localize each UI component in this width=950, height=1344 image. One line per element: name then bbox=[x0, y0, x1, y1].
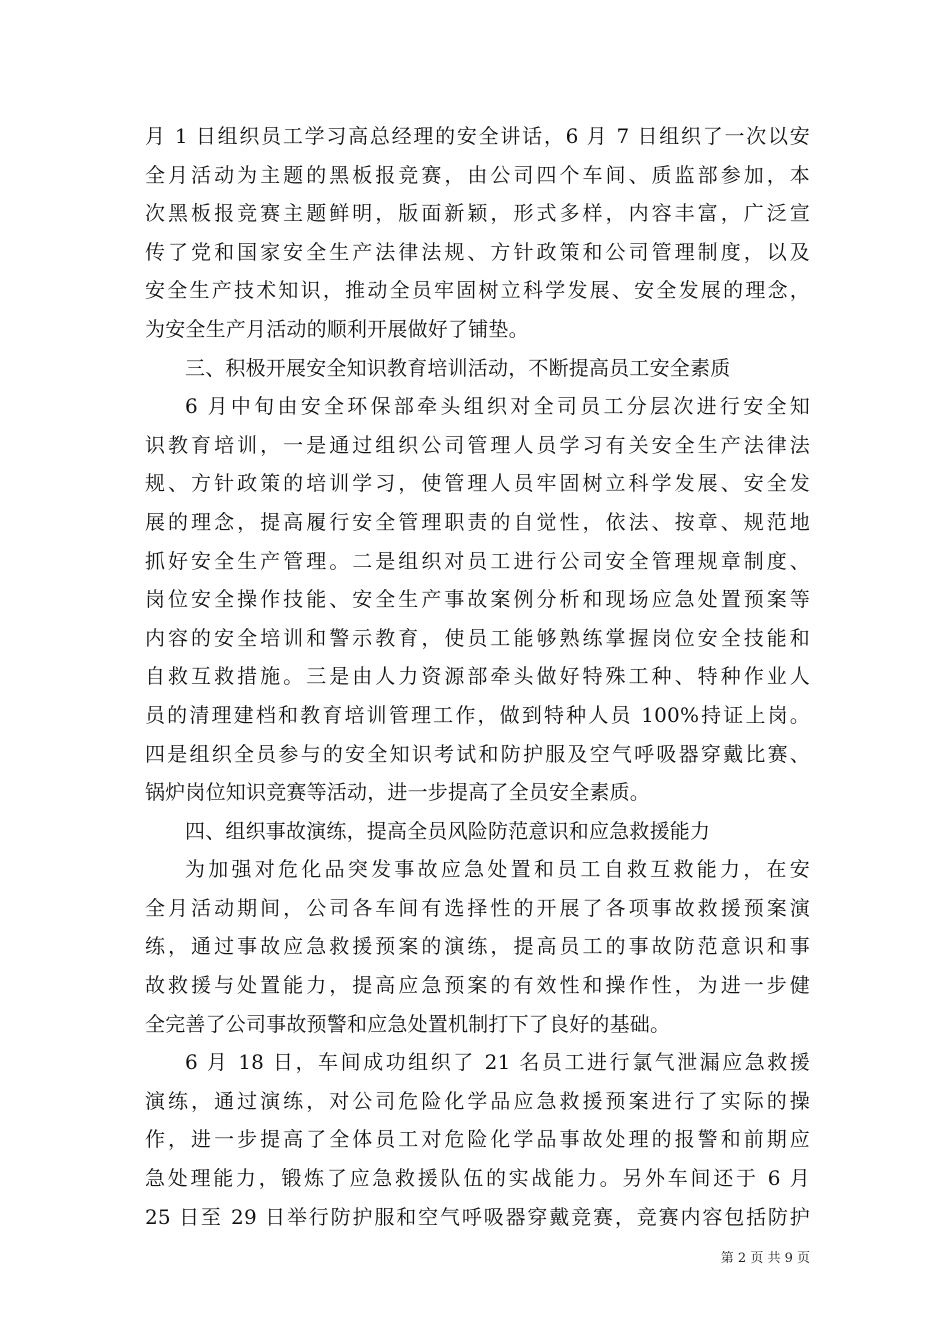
text-line: 岗位安全操作技能、安全生产事故案例分析和现场应急处置预案等 bbox=[145, 587, 810, 612]
text-line: 安全生产技术知识，推动全员牢固树立科学发展、安全发展的理念， bbox=[145, 278, 810, 303]
text-line: 故救援与处置能力，提高应急预案的有效性和操作性，为进一步健 bbox=[145, 973, 810, 998]
text-line: 为安全生产月活动的顺利开展做好了铺垫。 bbox=[145, 316, 529, 341]
document-body bbox=[145, 117, 810, 1236]
text-line: 识教育培训，一是通过组织公司管理人员学习有关安全生产法律法 bbox=[145, 432, 810, 457]
text-line: 展的理念，提高履行安全管理职责的自觉性，依法、按章、规范地 bbox=[145, 509, 810, 534]
text-line: 为加强对危化品突发事故应急处置和员工自救互救能力，在安 bbox=[185, 857, 810, 882]
text-line: 练，通过事故应急救援预案的演练，提高员工的事故防范意识和事 bbox=[145, 934, 810, 959]
text-line: 6 月中旬由安全环保部牵头组织对全司员工分层次进行安全知 bbox=[185, 394, 810, 419]
text-line: 员的清理建档和教育培训管理工作，做到特种人员 100%持证上岗。 bbox=[145, 702, 810, 727]
text-line: 作，进一步提高了全体员工对危险化学品事故处理的报警和前期应 bbox=[145, 1127, 810, 1152]
text-line: 抓好安全生产管理。二是组织对员工进行公司安全管理规章制度、 bbox=[145, 548, 810, 573]
text-line: 三、积极开展安全知识教育培训活动，不断提高员工安全素质 bbox=[185, 355, 731, 380]
text-line: 传了党和国家安全生产法律法规、方针政策和公司管理制度，以及 bbox=[145, 239, 810, 264]
text-line: 锅炉岗位知识竞赛等活动，进一步提高了全员安全素质。 bbox=[145, 780, 650, 805]
text-line: 演练，通过演练，对公司危险化学品应急救援预案进行了实际的操 bbox=[145, 1088, 810, 1113]
text-line: 25 日至 29 日举行防护服和空气呼吸器穿戴竞赛，竞赛内容包括防护 bbox=[145, 1204, 810, 1229]
text-line: 全月活动为主题的黑板报竞赛，由公司四个车间、质监部参加，本 bbox=[145, 162, 810, 187]
text-line: 自救互救措施。三是由人力资源部牵头做好特殊工种、特种作业人 bbox=[145, 664, 810, 689]
text-line: 月 1 日组织员工学习高总经理的安全讲话，6 月 7 日组织了一次以安 bbox=[145, 124, 810, 148]
text-line: 四是组织全员参与的安全知识考试和防护服及空气呼吸器穿戴比赛、 bbox=[145, 741, 810, 766]
text-line: 全完善了公司事故预警和应急处置机制打下了良好的基础。 bbox=[145, 1011, 671, 1036]
text-line: 内容的安全培训和警示教育，使员工能够熟练掌握岗位安全技能和 bbox=[145, 625, 810, 650]
text-line: 急处理能力，锻炼了应急救援队伍的实战能力。另外车间还于 6 月 bbox=[145, 1166, 810, 1191]
text-line: 次黑板报竞赛主题鲜明，版面新颖，形式多样，内容丰富，广泛宣 bbox=[145, 201, 810, 226]
text-line: 6 月 18 日，车间成功组织了 21 名员工进行氯气泄漏应急救援 bbox=[185, 1050, 810, 1075]
text-line: 全月活动期间，公司各车间有选择性的开展了各项事故救援预案演 bbox=[145, 895, 810, 920]
page-number: 第 2 页 共 9 页 bbox=[720, 1251, 810, 1266]
text-line: 规、方针政策的培训学习，使管理人员牢固树立科学发展、安全发 bbox=[145, 471, 810, 496]
text-line: 四、组织事故演练，提高全员风险防范意识和应急救援能力 bbox=[185, 818, 711, 843]
